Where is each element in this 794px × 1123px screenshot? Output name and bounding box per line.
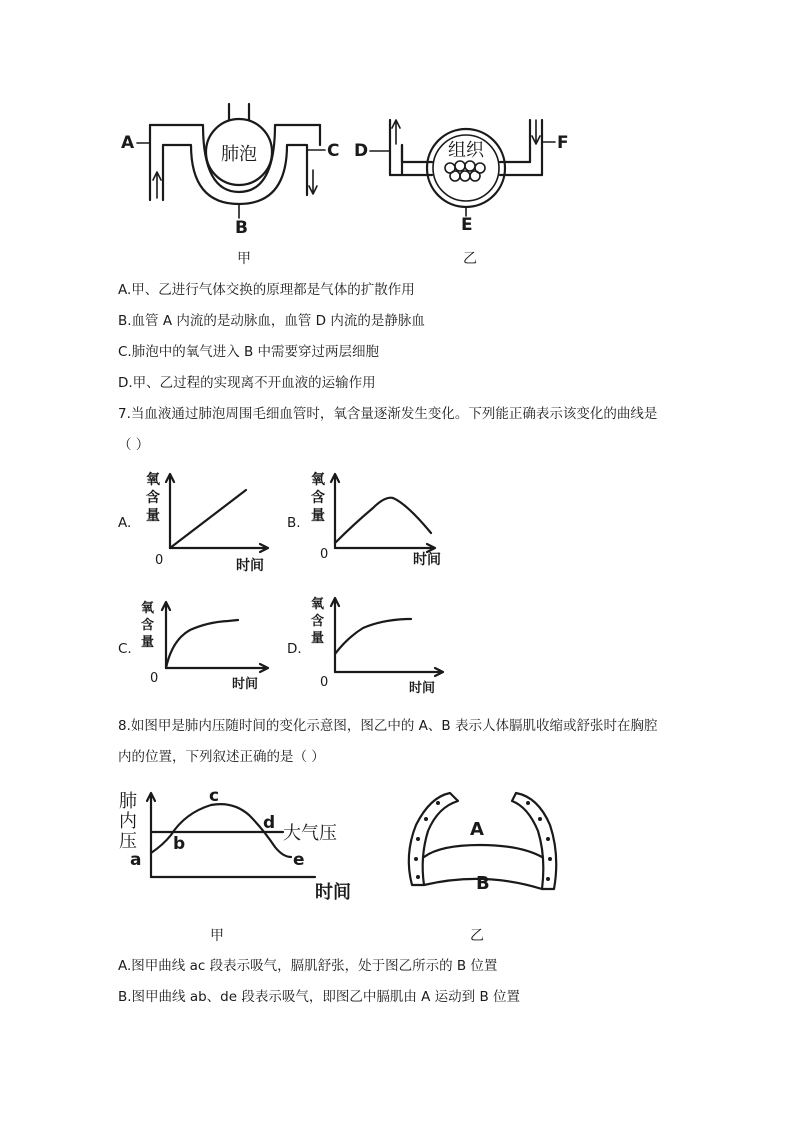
q6-option-a: A.甲、乙进行气体交换的原理都是气体的扩散作用 xyxy=(118,282,415,298)
caption-yi-q8: 乙 xyxy=(470,928,484,944)
atmospheric-pressure-label: 大气压 xyxy=(283,823,337,844)
point-b: b xyxy=(173,834,186,854)
tissue-label: 组织 xyxy=(448,140,484,161)
point-d: d xyxy=(263,813,276,833)
q7-chart-b xyxy=(303,468,448,578)
q6-option-b: B.血管 A 内流的是动脉血，血管 D 内流的是静脉血 xyxy=(118,313,425,329)
diaphragm-diagram xyxy=(400,785,575,905)
label-f: F xyxy=(557,133,569,153)
label-d: D xyxy=(354,141,369,161)
svg-text:肺: 肺 xyxy=(119,791,137,812)
svg-text:量: 量 xyxy=(311,508,325,524)
q8-option-b: B.图甲曲线 ab、de 段表示吸气，即图乙中膈肌由 A 运动到 B 位置 xyxy=(118,989,521,1005)
tissue-diagram xyxy=(352,100,572,235)
q7-a-ylabel-3: 量 xyxy=(146,508,160,524)
q7-a-ylabel-2: 含 xyxy=(146,490,160,506)
q7-chart-b-label: B. xyxy=(287,515,301,531)
point-a: a xyxy=(130,850,142,870)
q7-chart-a xyxy=(138,468,278,578)
q7-curve-c xyxy=(166,620,238,668)
diaphragm-a-label: A xyxy=(470,819,484,840)
label-c: C xyxy=(327,141,340,161)
q7-b-origin: 0 xyxy=(320,547,329,562)
svg-text:压: 压 xyxy=(119,831,137,852)
q7-d-origin: 0 xyxy=(320,675,329,690)
q7-paren: （ ） xyxy=(118,437,150,453)
svg-text:氧: 氧 xyxy=(311,472,325,488)
diaphragm-b-label: B xyxy=(476,873,490,894)
q7-chart-d xyxy=(303,592,453,697)
q8-stem-line2: 内的位置，下列叙述正确的是（ ） xyxy=(118,749,325,765)
q8-jia-xlabel: 时间 xyxy=(315,882,351,903)
q6-option-d: D.甲、乙过程的实现离不开血液的运输作用 xyxy=(118,375,376,391)
q8-option-a: A.图甲曲线 ac 段表示吸气，膈肌舒张，处于图乙所示的 B 位置 xyxy=(118,958,498,974)
svg-text:氧: 氧 xyxy=(311,597,325,612)
caption-jia-q8: 甲 xyxy=(210,928,224,944)
q7-a-origin: 0 xyxy=(155,553,164,568)
q7-a-xlabel: 时间 xyxy=(236,558,264,574)
q7-a-ylabel-1: 氧 xyxy=(146,472,160,488)
q7-chart-c xyxy=(138,596,278,696)
label-e: E xyxy=(461,215,473,235)
svg-text:量: 量 xyxy=(311,631,325,646)
svg-text:量: 量 xyxy=(141,635,155,650)
caption-jia-q6: 甲 xyxy=(237,251,251,267)
alveolus-diagram xyxy=(115,100,355,238)
q7-curve-d xyxy=(335,619,411,654)
svg-text:含: 含 xyxy=(311,614,325,629)
svg-text:内: 内 xyxy=(119,811,137,832)
q7-c-xlabel: 时间 xyxy=(232,677,259,692)
q7-stem: 7.当血液通过肺泡周围毛细血管时，氧含量逐渐发生变化。下列能正确表示该变化的曲线是 xyxy=(118,406,658,422)
q7-chart-a-label: A. xyxy=(118,515,132,531)
q7-curve-a xyxy=(170,490,246,548)
caption-yi-q6: 乙 xyxy=(463,251,477,267)
q7-d-xlabel: 时间 xyxy=(409,681,436,696)
q7-chart-d-label: D. xyxy=(287,641,302,657)
point-c: c xyxy=(209,786,220,806)
label-b: B xyxy=(235,218,248,238)
svg-text:含: 含 xyxy=(141,618,155,633)
svg-text:含: 含 xyxy=(311,490,325,506)
alveolus-label: 肺泡 xyxy=(221,144,257,165)
q7-chart-c-label: C. xyxy=(118,641,132,657)
q7-b-xlabel: 时间 xyxy=(413,552,441,568)
q6-option-c: C.肺泡中的氧气进入 B 中需要穿过两层细胞 xyxy=(118,344,380,360)
diaphragm-a xyxy=(424,845,542,857)
label-a: A xyxy=(121,133,135,153)
q7-curve-b xyxy=(335,498,431,543)
point-e: e xyxy=(293,850,305,870)
q7-c-origin: 0 xyxy=(150,671,159,686)
lung-pressure-chart xyxy=(115,787,365,907)
q8-stem-line1: 8.如图甲是肺内压随时间的变化示意图，图乙中的 A、B 表示人体膈肌收缩或舒张时在胸腔 xyxy=(118,718,658,734)
svg-text:氧: 氧 xyxy=(141,601,155,616)
